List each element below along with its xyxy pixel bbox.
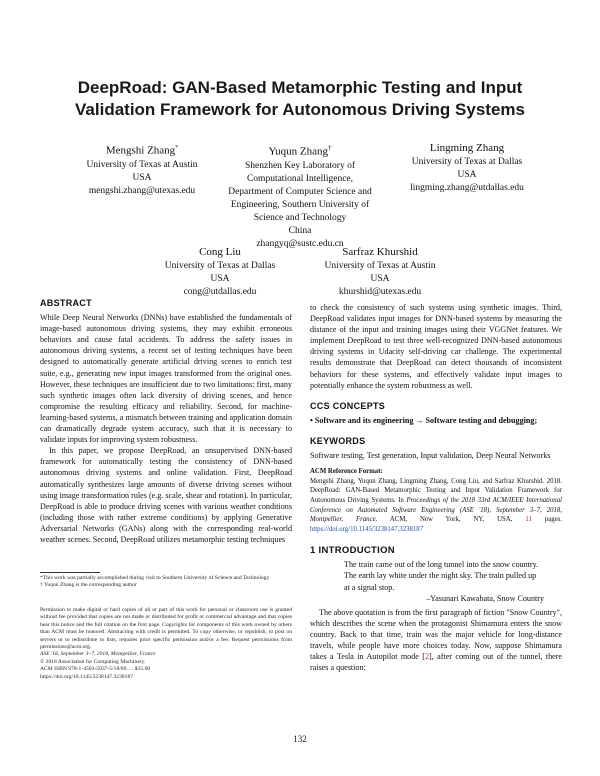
author-email: mengshi.zhang@utexas.edu: [88, 185, 196, 196]
author-name: Sarfraz Khurshid: [342, 246, 418, 258]
author-block-5: [310, 245, 450, 299]
author-block-2: [225, 141, 375, 251]
author-country: USA: [210, 274, 230, 284]
author-country: China: [288, 225, 312, 236]
title-line-2: Validation Framework for Autonomous Driving Systems: [75, 100, 525, 119]
epigraph-author: –Yasunari Kawabata, Snow Country: [426, 593, 544, 603]
epigraph-quote: The train came out of the long tunnel into the snow country. The earth lay white under the night sky. The train pulled up at a signal stop.: [344, 560, 539, 592]
footnote-1: *This work was partially accomplished during visit to Southern University of Science and Technology: [40, 575, 270, 581]
ccs-concepts: • Software and its engineering → Software testing and debugging;: [310, 415, 538, 425]
introduction-paragraph-1: [310, 607, 562, 674]
footnotes: [40, 575, 292, 590]
acm-reference: [310, 467, 562, 534]
author-affiliation: Shenzhen Key Laboratory of: [244, 160, 355, 171]
acm-reference-venue: Proceedings of the 2018 33rd ACM/IEEE International Conference on Automated Software Engineering (ASE '18), September 3–7, 2018, Montpellier, France.: [310, 496, 562, 524]
author-email: khurshid@utexas.edu: [338, 287, 422, 297]
author-country: USA: [132, 172, 152, 183]
author-name: Yuqun Zhang: [268, 145, 329, 158]
author-mark: †: [328, 144, 332, 152]
author-affiliation: University of Texas at Dallas: [411, 157, 523, 167]
author-affiliation: University of Texas at Dallas: [164, 261, 276, 271]
page-number: 132: [293, 734, 307, 744]
author-affiliation: University of Texas at Austin: [86, 159, 198, 170]
copyright-line: © 2018 Association for Computing Machinery.: [40, 658, 146, 665]
keywords-text: Software testing, Test generation, Input validation, Deep Neural Networks: [310, 451, 551, 461]
abstract-paragraph-1: While Deep Neural Networks (DNNs) have established the fundamentals of image-based autonomous driving systems, they may exhibit erroneous behaviors and cause fatal accidents. To address the safety issues in autonomous driving systems, a recent set of testing techniques have been designed to automatically generate artificial driving scenes to enrich test suite, e.g., generating new input images transformed from the original ones. However, these techniques are insufficient due to two limitations: first, many such synthetic images often lack diversity of driving scenes, and hence compromise the resulting efficacy and reliability. Second, for machine-learning-based systems, a mismatch between training and application domain can dramatically degrade system accuracy, such that it is necessary to validate inputs for improving system robustness.: [40, 313, 292, 445]
doi-line: https://doi.org/10.1145/3238147.3238187: [40, 673, 134, 680]
doi-link[interactable]: https://doi.org/10.1145/3238147.3238187: [310, 525, 424, 533]
acm-reference-pages: pages.: [531, 516, 562, 524]
author-mark: *: [175, 145, 179, 151]
author-name: Mengshi Zhang: [105, 144, 176, 157]
author-affiliation: Engineering, Southern University of: [230, 199, 370, 210]
author-affiliation: Science and Technology: [253, 212, 347, 223]
author-affiliation: Computational Intelligence,: [246, 173, 354, 184]
author-block-3: [392, 141, 542, 195]
author-country: USA: [370, 274, 390, 284]
author-affiliation: Department of Computer Science and: [228, 186, 372, 197]
isbn-line: ACM ISBN 978-1-4503-5937-5/18/09. . . $15.00: [40, 666, 151, 673]
intro-text: The above quotation is from the first paragraph of fiction "Snow Country", which describes the scene when the protagonist Shimamura enters the snow country. Back to that time, train was the major vehicle for long-distance travels, while people have more choices today. Now, suppose Shimamura takes a Tesla in Autopilot mode [: [310, 607, 562, 662]
introduction-heading: 1 INTRODUCTION: [310, 545, 395, 557]
author-affiliation: University of Texas at Austin: [324, 261, 436, 271]
title-line-1: DeepRoad: GAN-Based Metamorphic Testing and Input: [77, 78, 523, 97]
author-block-4: [150, 245, 290, 299]
ccs-heading: CCS CONCEPTS: [310, 400, 386, 411]
acm-reference-label: ACM Reference Format:: [310, 468, 383, 476]
footnote-rule: [40, 572, 100, 573]
author-email: zhangyq@sustc.edu.cn: [256, 238, 344, 249]
page-count-link[interactable]: 11: [525, 516, 532, 524]
citation-link[interactable]: 2: [424, 652, 430, 662]
author-email: lingming.zhang@utdallas.edu: [410, 183, 524, 193]
venue-line: ASE '18, September 3–7, 2018, Montpellier, France: [40, 651, 156, 658]
paper-title: [40, 77, 560, 121]
footnote-2: † Yuqun Zhang is the corresponding author: [40, 582, 137, 589]
author-name: Cong Liu: [199, 246, 241, 258]
abstract-paragraph-3: to check the consistency of such systems using synthetic images. Third, DeepRoad validates input images for DNN-based systems by measuring the distance of the input and training images using their VGGNet features. We implement DeepRoad to test three well-recognized DNN-based autonomous driving systems in Udacity self-driving car challenge. The experimental results demonstrate that DeepRoad can detect thousands of inconsistent behaviors for these systems, and effectively validate input images to potentially enhance the system robustness as well.: [310, 303, 562, 390]
author-name: Lingming Zhang: [429, 142, 505, 154]
keywords-heading: KEYWORDS: [310, 435, 366, 446]
acm-reference-authors: Mengshi Zhang, Yuqun Zhang, Lingming Zhang, Cong Liu, and Sarfraz Khurshid. 2018. DeepRoad: GAN-Based Metamorphic Testing and Input Validation Framework for Autonomous Driving Systems. In: [310, 477, 562, 504]
acm-reference-publisher: ACM, New York, NY, USA,: [377, 516, 526, 524]
author-country: USA: [457, 170, 477, 180]
abstract-paragraph-2: In this paper, we propose DeepRoad, an unsupervised DNN-based framework for automatically testing the consistency of DNN-based autonomous driving systems and online validation. First, DeepRoad automatically synthesizes large amounts of diverse driving scenes without using image transformation rules (e.g. scale, shear and rotation). In particular, DeepRoad is able to produce driving scenes with various weather conditions (including those with rather extreme conditions) by applying Generative Adversarial Networks (GANs) along with the corresponding real-world weather scenes. Second, DeepRoad utilizes metamorphic testing techniques: [40, 446, 292, 544]
left-column: [40, 298, 292, 545]
abstract-heading: ABSTRACT: [40, 298, 92, 308]
intro-text: ], after coming out of the tunnel, there raises a question:: [310, 652, 563, 673]
permission-notice: Permission to make digital or hard copies of all or part of this work for personal or classroom use is granted without fee provided that copies are not made or distributed for profit or commercial advantage and that copies bear this notice and the full citation on the first page. Copyrights for components of this work owned by others than ACM must be honored. Abstracting with credit is permitted. To copy otherwise, or republish, to post on servers or to redistribute to lists, requires prior specific permission and/or a fee. Request permissions from permissions@acm.org.: [40, 607, 292, 651]
permission-block: [40, 607, 292, 681]
author-block-1: [72, 141, 212, 198]
right-column: [310, 302, 562, 673]
author-email: cong@utdallas.edu: [183, 287, 257, 297]
